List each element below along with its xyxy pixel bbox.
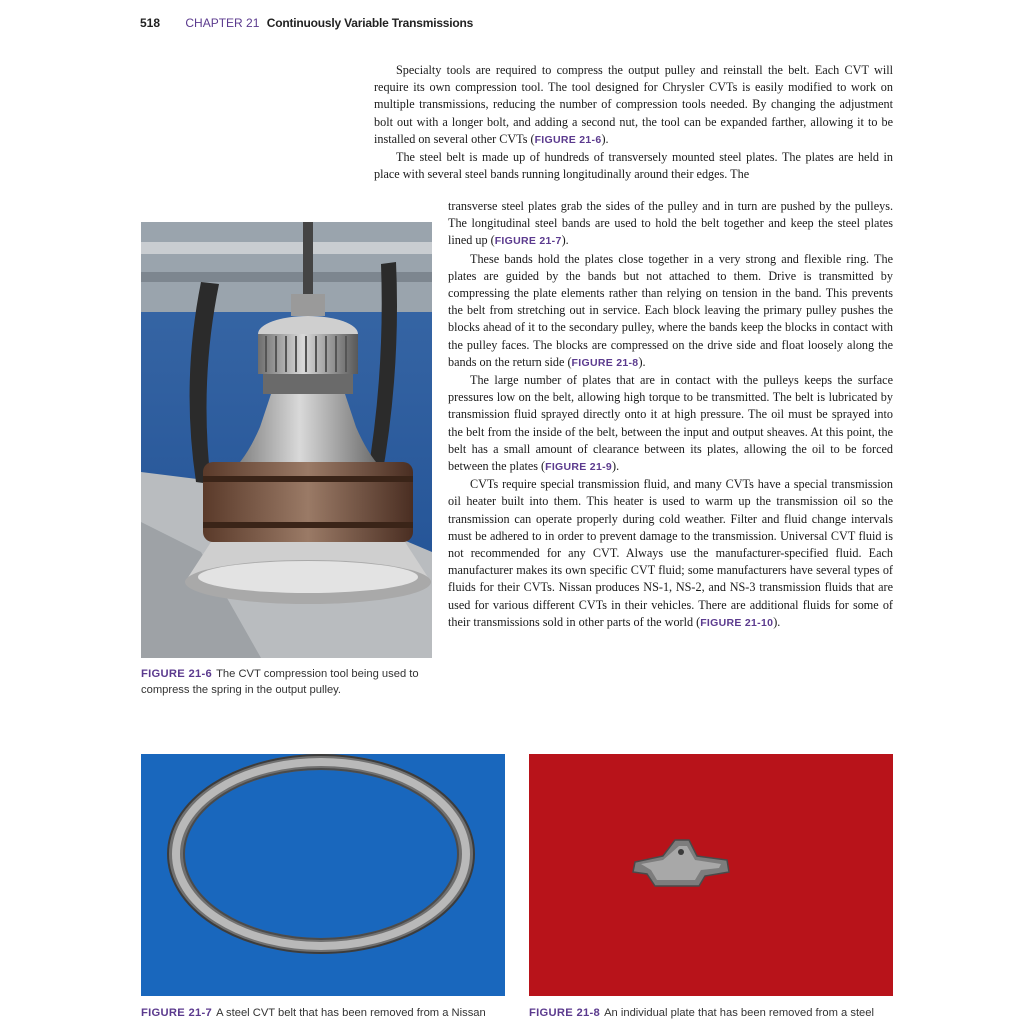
paragraph: transverse steel plates grab the sides of the pulley and in turn are pushed by the pulleys. The longitudinal steel bands are used to hold the belt together and keep the steel plates lined up (FIGURE 21-7). — [448, 199, 893, 248]
body-text-column — [448, 198, 893, 632]
belt-plate-illustration — [529, 754, 893, 996]
figure-21-7-caption: FIGURE 21-7 A steel CVT belt that has been removed from a Nissan — [141, 1007, 486, 1019]
figure-21-6-photo — [141, 222, 432, 658]
paragraph: Specialty tools are required to compress the output pulley and reinstall the belt. Each CVT will require its own compression tool. The tool designed for Chrysler CVTs is easily modified to work on multiple transmissions, reducing the number of compression tools needed. By changing the adjustment bolt out with a longer bolt, and adding a second nut, the tool can be expanded farther, allowing it to be installed on several other CVTs (FIGURE 21-6). — [374, 63, 893, 146]
figure-21-7-photo — [141, 754, 505, 996]
paragraph: The steel belt is made up of hundreds of transversely mounted steel plates. The plates are held in place with several steel bands running longitudinally around their edges. The — [374, 150, 893, 182]
figure-reference[interactable]: FIGURE 21-10 — [700, 616, 774, 629]
figure-label: FIGURE 21-8 — [529, 1007, 601, 1019]
figure-21-8-photo — [529, 754, 893, 996]
figure-label: FIGURE 21-6 — [141, 668, 213, 680]
page-number: 518 — [140, 16, 161, 30]
compression-tool-illustration — [141, 222, 432, 658]
figure-21-6-caption: FIGURE 21-6 The CVT compression tool being used to compress the spring in the output pulley. — [141, 668, 419, 696]
figure-label: FIGURE 21-7 — [141, 1007, 213, 1019]
paragraph: CVTs require special transmission fluid, and many CVTs have a special transmission oil heater built into them. This heater is used to warm up the transmission oil so the transmission can operate properly during cold weather. Filter and fluid change intervals must be adhered to in order to prevent damage to the transmission. Universal CVT fluid is not recommended for any CVT. Always use the manufacturer-specified fluid. Each manufacturer makes its own specific CVT fluid; some manufacturers have several types of fluids for their CVTs. Nissan produces NS-1, NS-2, and NS-3 transmission fluids that are used for various different CVTs in their vehicles. There are additional fluids for some of their transmissions sold in other parts of the world (FIGURE 21-10). — [448, 477, 893, 629]
figure-reference[interactable]: FIGURE 21-8 — [571, 356, 639, 369]
body-text-top — [374, 62, 893, 183]
figure-reference[interactable]: FIGURE 21-6 — [534, 133, 602, 146]
figure-reference[interactable]: FIGURE 21-7 — [494, 235, 562, 248]
steel-belt-illustration — [141, 754, 505, 996]
figure-21-8-caption: FIGURE 21-8 An individual plate that has been removed from a steel — [529, 1007, 874, 1019]
chapter-label: CHAPTER 21 — [185, 16, 260, 30]
paragraph: The large number of plates that are in contact with the pulleys keeps the surface pressures low on the belt, allowing high torque to be transmitted. The belt is lubricated by transmission fluid sprayed directly onto it at high pressure. The oil must be sprayed into the belt from the inside of the belt, between the input and output sheaves. At this point, the belt has a small amount of clearance between its plates, allowing the oil to be forced between the plates (FIGURE 21-9). — [448, 373, 893, 474]
running-header — [140, 16, 473, 30]
figure-reference[interactable]: FIGURE 21-9 — [545, 461, 613, 474]
chapter-title: Continuously Variable Transmissions — [266, 16, 474, 30]
paragraph: These bands hold the plates close together in a very strong and flexible ring. The plates are guided by the bands but not attached to them. Drive is transmitted by compressing the plate elements rather than relying on tension in the band. This prevents the belt from stretching out in service. Each block leaving the primary pulley pushes the blocks ahead of it to the secondary pulley, where the bands keep the blocks in contact with the pulley faces. The blocks are compressed on the drive side and float loosely along the bands on the return side (FIGURE 21-8). — [448, 251, 893, 369]
